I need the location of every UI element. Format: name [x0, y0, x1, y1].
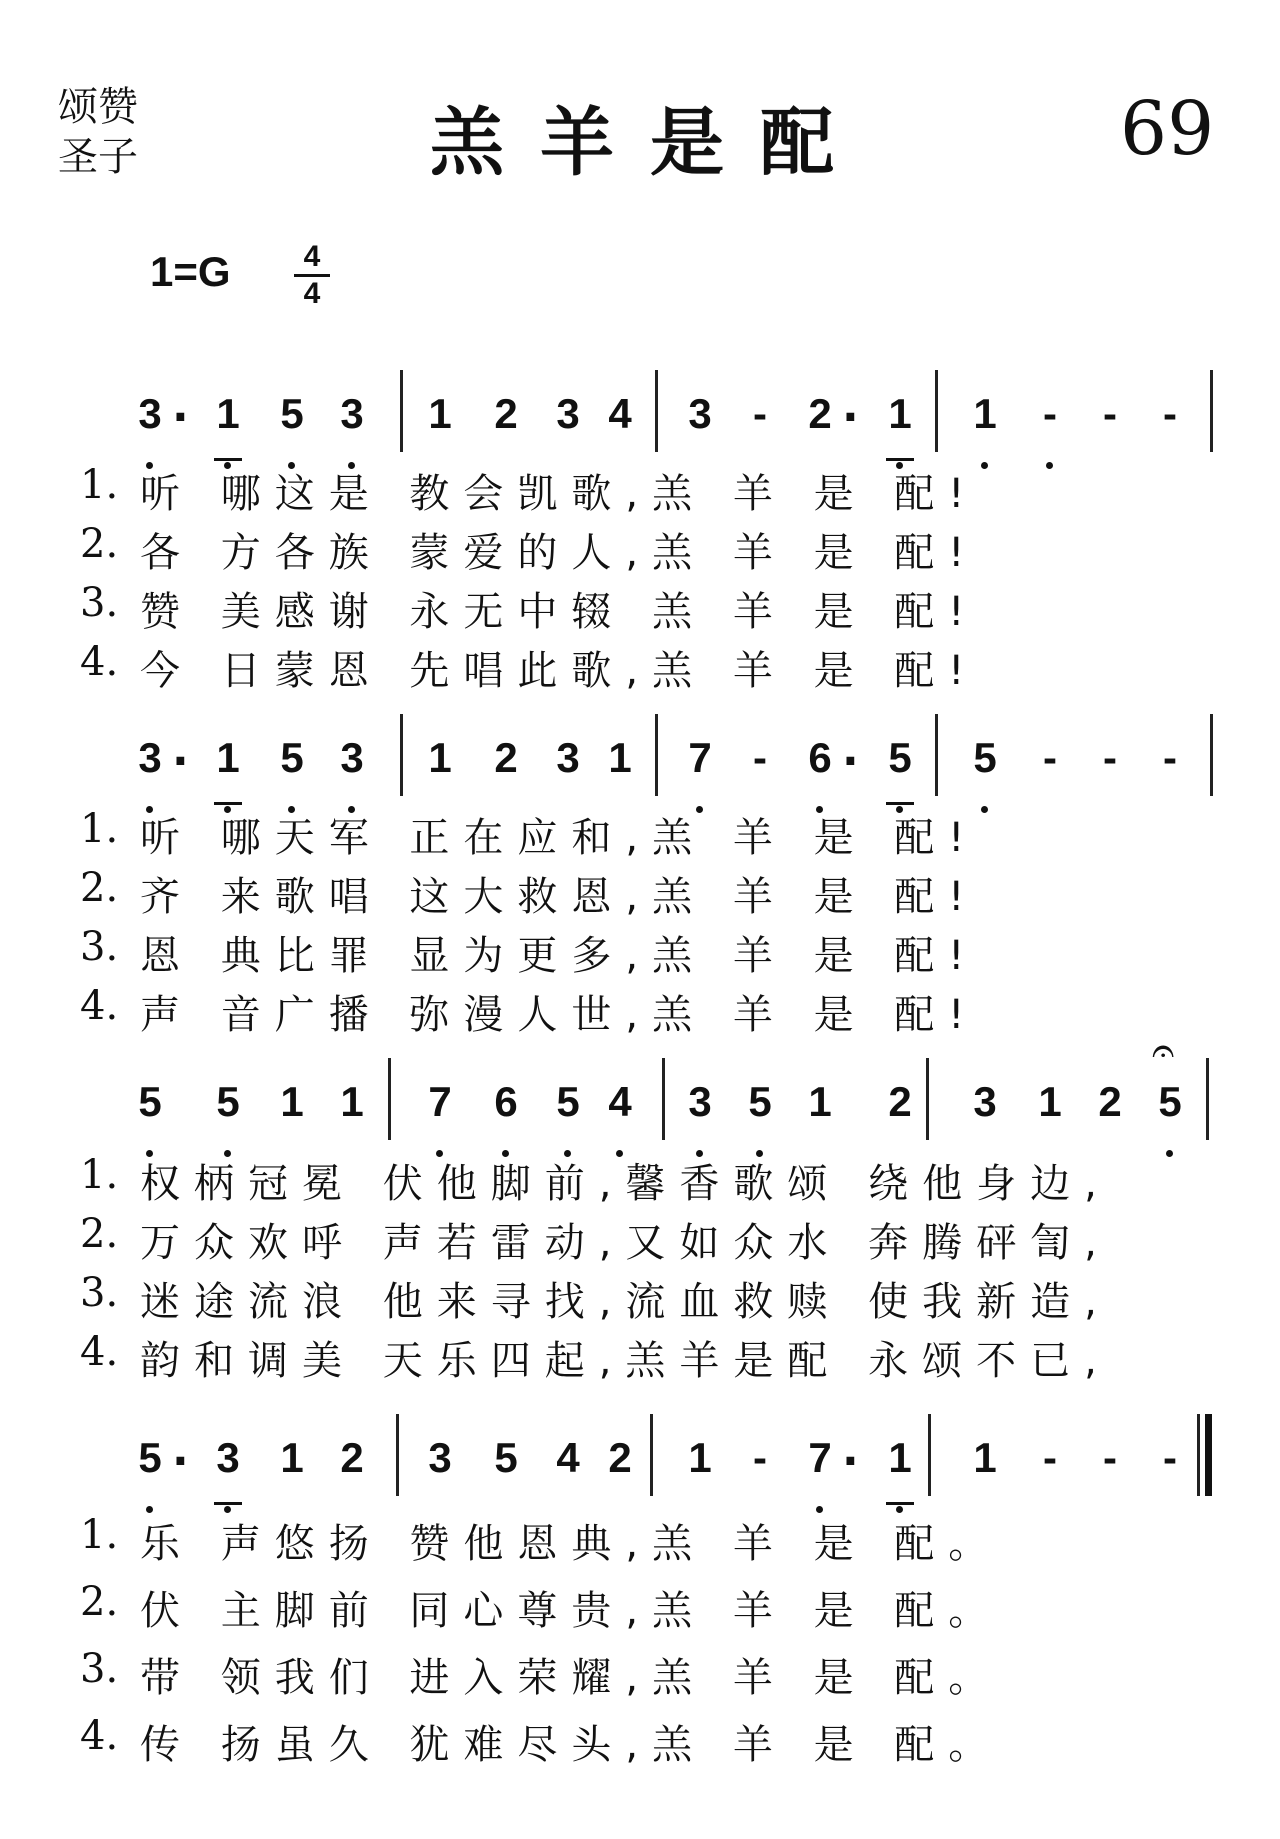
note-mark: 5	[494, 1434, 518, 1481]
eighth-underline	[214, 802, 242, 805]
note-mark: 3	[428, 1434, 452, 1481]
barline	[400, 714, 403, 796]
lyric-line: 4. 今 日蒙恩 先唱此歌,羔 羊 是 配!	[80, 639, 979, 694]
barline	[928, 1414, 931, 1496]
note-mark: 1	[965, 392, 1005, 436]
augmentation-dot: ·	[172, 1436, 189, 1487]
note-mark: 6	[486, 1080, 526, 1124]
barline	[1197, 1414, 1200, 1496]
note-mark: 5	[880, 736, 920, 780]
note-mark: 1	[688, 1434, 712, 1481]
note-mark: 1	[880, 392, 920, 436]
note-mark: 7	[800, 1436, 840, 1480]
dash-mark: -	[753, 1434, 767, 1481]
dash-mark: -	[1103, 1434, 1117, 1481]
note-mark: 4	[556, 1434, 580, 1481]
note-mark: 3	[208, 1436, 248, 1480]
dash-mark: -	[1163, 1434, 1177, 1481]
dash-mark: -	[1163, 390, 1177, 437]
augmentation-dot: ·	[842, 736, 859, 787]
lyric-line: 3. 迷途流浪 他来寻找,流血救赎 使我新造,	[80, 1270, 1111, 1325]
lyrics-block-2	[80, 806, 1230, 1042]
augmentation-dot: ·	[842, 392, 859, 443]
augmentation-dot: ·	[172, 736, 189, 787]
barline	[388, 1058, 391, 1140]
dash-mark: -	[1043, 1434, 1057, 1481]
barline	[1210, 714, 1213, 796]
note-mark: 1	[1038, 1078, 1062, 1125]
note-mark: 3	[130, 736, 170, 780]
note-mark: 3	[688, 390, 712, 437]
note-mark: 3	[556, 390, 580, 437]
lyrics-block-3	[80, 1152, 1230, 1388]
note-mark: 5	[965, 736, 1005, 780]
note-mark: 1	[280, 1434, 304, 1481]
fermata-icon: 𝄐	[1152, 1028, 1175, 1074]
lyric-line: 4. 韵和调美 天乐四起,羔羊是配 永颂不已,	[80, 1329, 1111, 1384]
note-mark: 3	[680, 1080, 720, 1124]
lyric-line: 3. 赞 美感谢 永无中辍 羔 羊 是 配!	[80, 580, 979, 635]
note-mark: 1	[608, 734, 632, 781]
note-mark: 1	[280, 1078, 304, 1125]
barline	[1206, 1058, 1209, 1140]
note-mark: 3	[973, 1078, 997, 1125]
note-mark: 1	[340, 1078, 364, 1125]
barline	[926, 1058, 929, 1140]
barline	[396, 1414, 399, 1496]
eighth-underline	[886, 1502, 914, 1505]
note-mark: 6	[800, 736, 840, 780]
note-mark: 5	[208, 1080, 248, 1124]
barline	[1210, 370, 1213, 452]
note-mark: 5	[740, 1080, 780, 1124]
note-mark: 1	[208, 736, 248, 780]
note-mark: 4	[608, 390, 632, 437]
dash-mark: -	[753, 390, 767, 437]
lyric-line: 2. 伏 主脚前 同心尊贵,羔 羊 是 配。	[80, 1579, 1003, 1634]
note-mark: 2	[1098, 1078, 1122, 1125]
barline	[935, 714, 938, 796]
time-signature-bottom: 4	[303, 277, 321, 310]
lyrics-block-1	[80, 462, 1230, 698]
lyric-line: 4. 传 扬虽久 犹难尽头,羔 羊 是 配。	[80, 1713, 1003, 1768]
time-signature	[292, 240, 332, 311]
barline	[655, 714, 658, 796]
note-mark: 3	[130, 392, 170, 436]
eighth-underline	[886, 802, 914, 805]
note-mark: 5	[548, 1080, 588, 1124]
note-mark: 1	[428, 734, 452, 781]
note-mark: 2	[808, 390, 832, 437]
barline	[935, 370, 938, 452]
note-mark: 1	[208, 392, 248, 436]
category-label	[58, 82, 138, 182]
dash-mark: -	[1163, 734, 1177, 781]
lyric-line: 1. 听 哪天军 正在应和,羔 羊 是 配!	[80, 806, 979, 861]
note-mark: 1	[428, 390, 452, 437]
augmentation-dot: ·	[842, 1436, 859, 1487]
lyric-line: 2. 万众欢呼 声若雷动,又如众水 奔腾砰訇,	[80, 1211, 1111, 1266]
category-top: 颂赞	[58, 84, 138, 130]
note-mark: 2	[494, 734, 518, 781]
note-mark: 5	[130, 1436, 170, 1480]
lyric-line: 3. 恩 典比罪 显为更多,羔 羊 是 配!	[80, 924, 979, 979]
dash-mark: -	[1103, 390, 1117, 437]
note-mark: 4	[600, 1080, 640, 1124]
lyric-line: 1. 乐 声悠扬 赞他恩典,羔 羊 是 配。	[80, 1512, 1003, 1567]
dash-mark: -	[1043, 734, 1057, 781]
key-signature: 1=G	[150, 248, 231, 295]
hymn-number: 69	[1120, 86, 1215, 172]
time-signature-top: 4	[303, 240, 321, 273]
note-mark: 2	[888, 1078, 912, 1125]
note-mark: 5	[1150, 1080, 1190, 1124]
note-mark: 3	[332, 392, 372, 436]
note-mark: 1	[808, 1078, 832, 1125]
barline	[655, 370, 658, 452]
note-mark: 1	[973, 1434, 997, 1481]
eighth-underline	[214, 1502, 242, 1505]
lyric-line: 2. 齐 来歌唱 这大救恩,羔 羊 是 配!	[80, 865, 979, 920]
note-mark: 7	[680, 736, 720, 780]
dash-mark: -	[753, 734, 767, 781]
category-bottom: 圣子	[58, 134, 138, 180]
lyric-line: 2. 各 方各族 蒙爱的人,羔 羊 是 配!	[80, 521, 979, 576]
note-mark: 1	[880, 1436, 920, 1480]
note-mark: 5	[130, 1080, 170, 1124]
note-mark: 7	[420, 1080, 460, 1124]
barline	[400, 370, 403, 452]
final-barline	[1205, 1414, 1212, 1496]
note-mark: 3	[556, 734, 580, 781]
note-mark: 3	[332, 736, 372, 780]
lyrics-block-4	[80, 1512, 1230, 1780]
note-mark: 2	[340, 1434, 364, 1481]
lyric-line: 1. 听 哪这是 教会凯歌,羔 羊 是 配!	[80, 462, 979, 517]
barline	[662, 1058, 665, 1140]
eighth-underline	[214, 458, 242, 461]
barline	[650, 1414, 653, 1496]
note-mark: 2	[494, 390, 518, 437]
note-mark: 5	[272, 736, 312, 780]
dash-mark: -	[1103, 734, 1117, 781]
eighth-underline	[886, 458, 914, 461]
note-mark: 5	[272, 392, 312, 436]
lyric-line: 3. 带 领我们 进入荣耀,羔 羊 是 配。	[80, 1646, 1003, 1701]
dash-mark: -	[1030, 392, 1070, 436]
augmentation-dot: ·	[172, 392, 189, 443]
lyric-line: 1. 权柄冠冕 伏他脚前,馨香歌颂 绕他身边,	[80, 1152, 1111, 1207]
page-title: 羔羊是配	[430, 100, 870, 186]
note-mark: 2	[608, 1434, 632, 1481]
lyric-line: 4. 声 音广播 弥漫人世,羔 羊 是 配!	[80, 983, 979, 1038]
